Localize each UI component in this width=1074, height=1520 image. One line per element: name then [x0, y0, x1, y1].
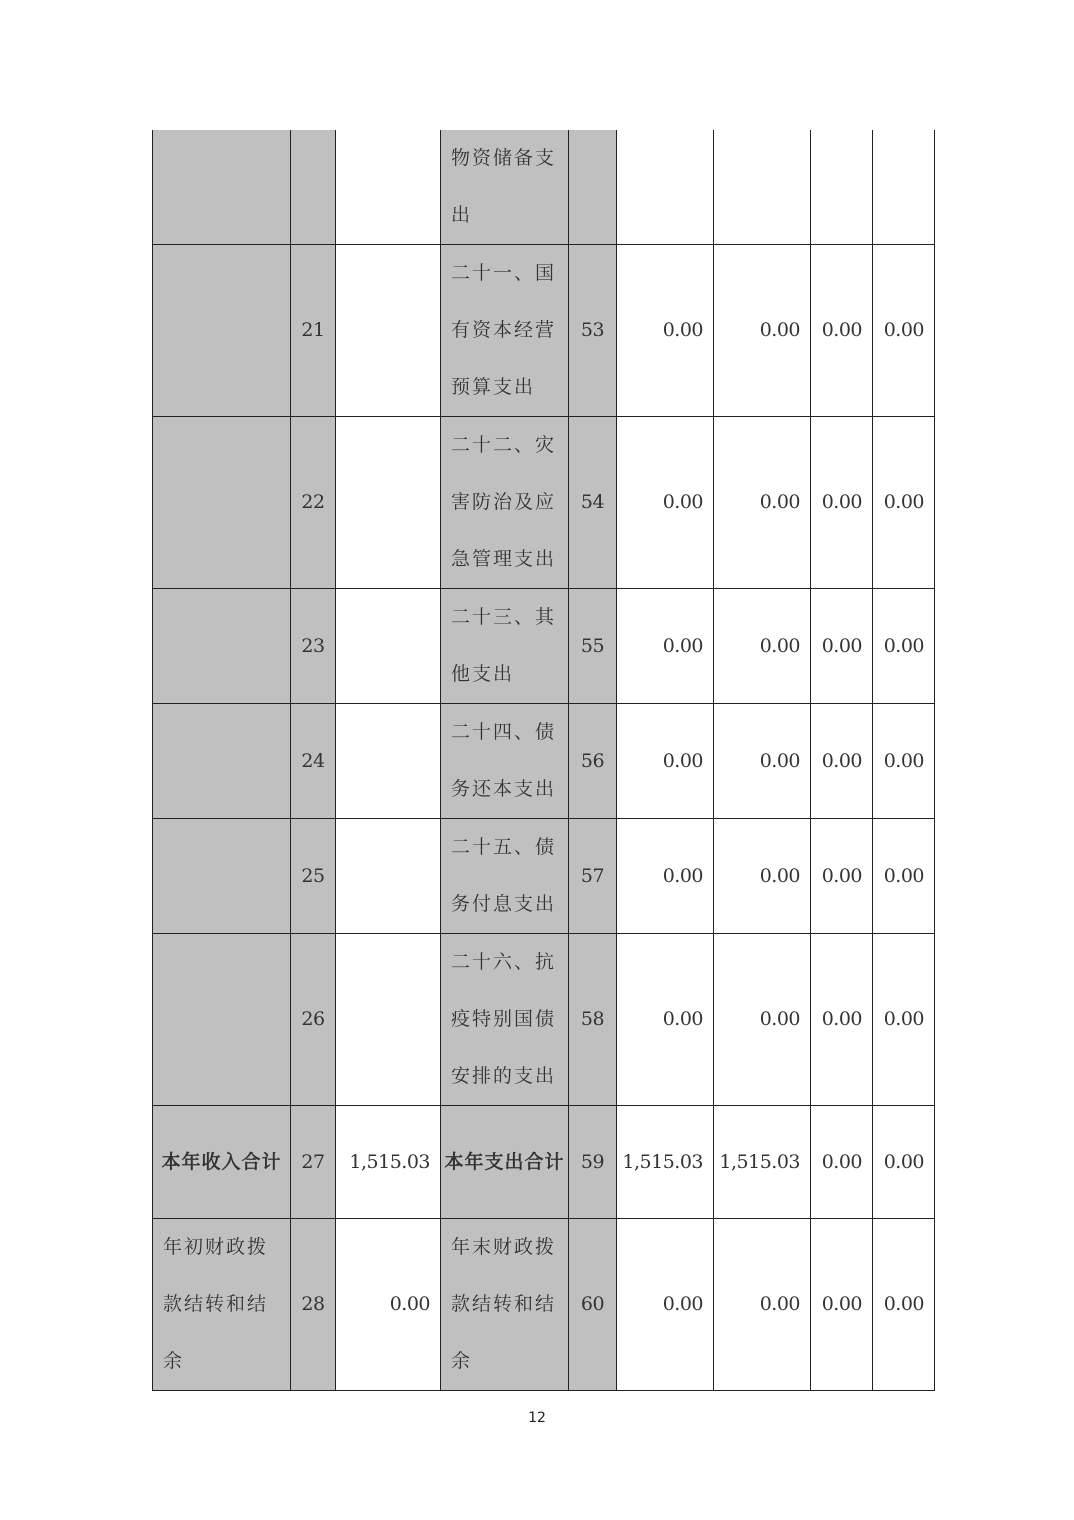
expense-item-label: 二十五、债务付息支出	[441, 819, 569, 934]
table-row	[153, 819, 935, 934]
expense-general-budget: 0.00	[714, 1219, 811, 1391]
income-line-number: 28	[291, 1219, 336, 1391]
expense-fund-budget: 0.00	[811, 245, 873, 417]
income-amount	[336, 245, 441, 417]
income-amount	[336, 934, 441, 1106]
expense-total: 0.00	[617, 819, 714, 934]
expense-line-number: 56	[569, 704, 617, 819]
expense-line-number: 60	[569, 1219, 617, 1391]
income-amount: 0.00	[336, 1219, 441, 1391]
income-item-label	[153, 934, 291, 1106]
expense-item-label: 二十三、其他支出	[441, 589, 569, 704]
expense-state-capital-budget	[873, 130, 935, 245]
table-row	[153, 1106, 935, 1219]
expense-general-budget: 0.00	[714, 589, 811, 704]
income-item-label	[153, 245, 291, 417]
expense-state-capital-budget: 0.00	[873, 704, 935, 819]
income-item-label	[153, 589, 291, 704]
expense-fund-budget: 0.00	[811, 589, 873, 704]
expense-fund-budget: 0.00	[811, 934, 873, 1106]
expense-state-capital-budget: 0.00	[873, 417, 935, 589]
expense-general-budget: 0.00	[714, 417, 811, 589]
income-line-number: 26	[291, 934, 336, 1106]
income-item-label: 本年收入合计	[153, 1106, 291, 1219]
expense-item-label: 物资储备支出	[441, 130, 569, 245]
expense-total: 0.00	[617, 417, 714, 589]
table-row	[153, 417, 935, 589]
expense-item-label: 二十六、抗疫特别国债安排的支出	[441, 934, 569, 1106]
expense-state-capital-budget: 0.00	[873, 1219, 935, 1391]
income-line-number: 25	[291, 819, 336, 934]
expense-fund-budget	[811, 130, 873, 245]
expense-total: 0.00	[617, 245, 714, 417]
income-line-number: 21	[291, 245, 336, 417]
expense-general-budget: 0.00	[714, 245, 811, 417]
table-row	[153, 704, 935, 819]
expense-fund-budget: 0.00	[811, 1219, 873, 1391]
expense-line-number: 54	[569, 417, 617, 589]
expense-general-budget: 0.00	[714, 934, 811, 1106]
income-amount	[336, 704, 441, 819]
expense-line-number	[569, 130, 617, 245]
income-amount	[336, 130, 441, 245]
expense-total: 0.00	[617, 1219, 714, 1391]
expense-fund-budget: 0.00	[811, 417, 873, 589]
income-amount	[336, 589, 441, 704]
expense-item-label: 年末财政拨款结转和结余	[441, 1219, 569, 1391]
income-item-label	[153, 819, 291, 934]
expense-line-number: 55	[569, 589, 617, 704]
expense-item-label: 本年支出合计	[441, 1106, 569, 1219]
expense-total: 1,515.03	[617, 1106, 714, 1219]
expense-fund-budget: 0.00	[811, 819, 873, 934]
income-item-label	[153, 417, 291, 589]
expense-item-label: 二十一、国有资本经营预算支出	[441, 245, 569, 417]
expense-state-capital-budget: 0.00	[873, 1106, 935, 1219]
expense-line-number: 58	[569, 934, 617, 1106]
expense-item-label: 二十二、灾害防治及应急管理支出	[441, 417, 569, 589]
expense-total	[617, 130, 714, 245]
income-line-number: 24	[291, 704, 336, 819]
income-amount: 1,515.03	[336, 1106, 441, 1219]
table-row	[153, 1219, 935, 1391]
income-amount	[336, 819, 441, 934]
expense-state-capital-budget: 0.00	[873, 819, 935, 934]
expense-fund-budget: 0.00	[811, 704, 873, 819]
expense-general-budget: 0.00	[714, 704, 811, 819]
expense-total: 0.00	[617, 704, 714, 819]
expense-line-number: 53	[569, 245, 617, 417]
expense-state-capital-budget: 0.00	[873, 245, 935, 417]
income-line-number: 23	[291, 589, 336, 704]
expense-general-budget: 0.00	[714, 819, 811, 934]
expense-total: 0.00	[617, 589, 714, 704]
income-line-number: 27	[291, 1106, 336, 1219]
expense-state-capital-budget: 0.00	[873, 589, 935, 704]
table-row	[153, 130, 935, 245]
expense-general-budget	[714, 130, 811, 245]
income-line-number	[291, 130, 336, 245]
page-number: 12	[528, 1410, 546, 1426]
expense-item-label: 二十四、债务还本支出	[441, 704, 569, 819]
income-item-label	[153, 130, 291, 245]
income-item-label	[153, 704, 291, 819]
budget-table	[152, 130, 935, 1391]
expense-line-number: 57	[569, 819, 617, 934]
expense-state-capital-budget: 0.00	[873, 934, 935, 1106]
expense-total: 0.00	[617, 934, 714, 1106]
expense-line-number: 59	[569, 1106, 617, 1219]
income-amount	[336, 417, 441, 589]
expense-fund-budget: 0.00	[811, 1106, 873, 1219]
income-line-number: 22	[291, 417, 336, 589]
table-row	[153, 245, 935, 417]
expense-general-budget: 1,515.03	[714, 1106, 811, 1219]
income-item-label: 年初财政拨款结转和结余	[153, 1219, 291, 1391]
table-row	[153, 589, 935, 704]
table-row	[153, 934, 935, 1106]
